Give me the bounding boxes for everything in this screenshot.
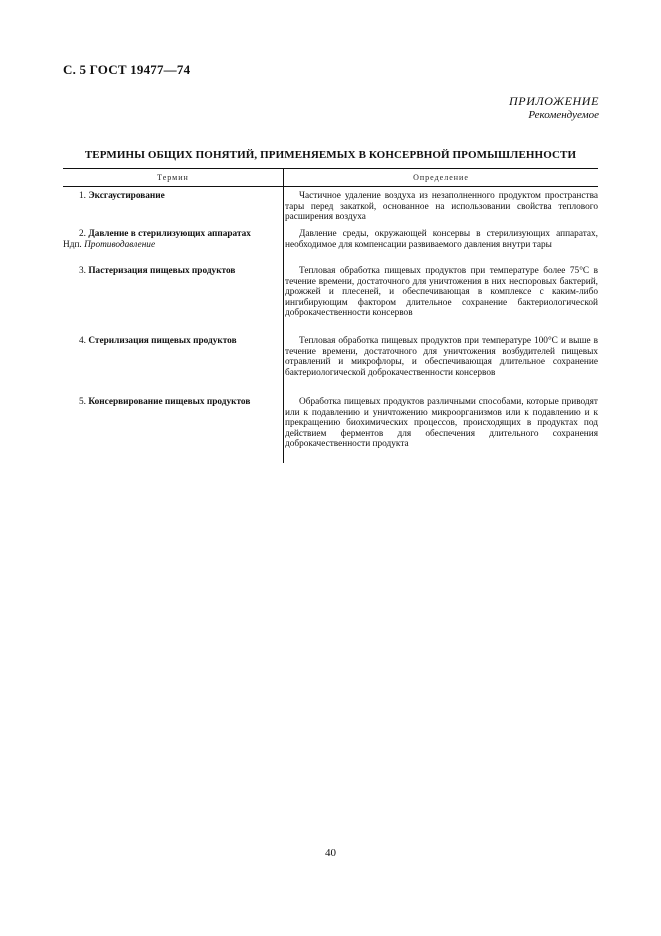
term-cell <box>63 397 278 463</box>
term-name: Эксгаустирование <box>88 191 165 201</box>
term-note <box>63 240 276 251</box>
term-name: Консервирование пищевых продуктов <box>88 397 251 407</box>
term-cell <box>63 191 278 224</box>
term-number: 5. <box>79 397 86 407</box>
table-row <box>63 397 598 463</box>
table-header <box>63 168 598 187</box>
term-cell <box>63 336 278 392</box>
note-term: Противодавление <box>84 239 156 250</box>
term-cell <box>63 229 278 261</box>
definition-cell: Тепловая обработка пищевых продуктов при температуре 100°С и выше в течение времени, достаточного для уничтожения возбудителей пищевых отравлений и микрофлоры, и обеспечивающая длительное сохранение бактериологической доброкачественности консервов <box>285 336 598 378</box>
term-number: 3. <box>79 266 86 276</box>
document-title: ТЕРМИНЫ ОБЩИХ ПОНЯТИЙ, ПРИМЕНЯЕМЫХ В КОНСЕРВНОЙ ПРОМЫШЛЕННОСТИ <box>84 149 577 161</box>
definition-cell: Давление среды, окружающей консервы в стерилизующих аппаратах, необходимое для компенсации развиваемого давления внутри тары <box>285 229 598 250</box>
appendix-label <box>509 94 599 122</box>
table-row <box>63 229 598 261</box>
term-name: Пастеризация пищевых продуктов <box>88 266 236 276</box>
page-reference: С. 5 ГОСТ 19477—74 <box>63 62 191 77</box>
term-number: 4. <box>79 336 86 346</box>
definition-cell: Тепловая обработка пищевых продуктов при температуре более 75°С в течение времени, достаточного для уничтожения в них неспоровых бактерий, дрожжей и плесеней, и обеспечивающая в комплексе с каким-либо ингибирующим фактором длительное сохранение бактериологической доброкачественности консервов <box>285 266 598 319</box>
page-number: 40 <box>325 847 336 859</box>
table-row <box>63 336 598 392</box>
table-row <box>63 266 598 332</box>
table-row <box>63 191 598 224</box>
definition-cell: Обработка пищевых продуктов различными способами, которые приводят или к подавлению и уничтожению микроорганизмов или к подавлению и к прекращению биохимических процессов, происходящих в продуктах под действием ферментов для обеспечения длительного сохранения доброкачественности продукта <box>285 397 598 450</box>
appendix-title: ПРИЛОЖЕНИЕ <box>509 94 599 108</box>
column-header-term: Термин <box>63 169 284 186</box>
term-name: Стерилизация пищевых продуктов <box>88 336 237 346</box>
terms-table <box>63 168 598 463</box>
table-body <box>63 187 598 463</box>
term-name: Давление в стерилизующих аппаратах <box>88 229 251 239</box>
term-cell <box>63 266 278 332</box>
term-number: 2. <box>79 229 86 239</box>
column-header-definition: Определение <box>413 173 469 182</box>
note-prefix: Ндп. <box>63 239 82 250</box>
term-number: 1. <box>79 191 86 201</box>
definition-cell: Частичное удаление воздуха из незаполненного продуктом пространства тары перед закаткой, основанное на использовании свойства теплового расширения воздуха <box>285 191 598 223</box>
appendix-subtitle: Рекомендуемое <box>528 109 599 121</box>
